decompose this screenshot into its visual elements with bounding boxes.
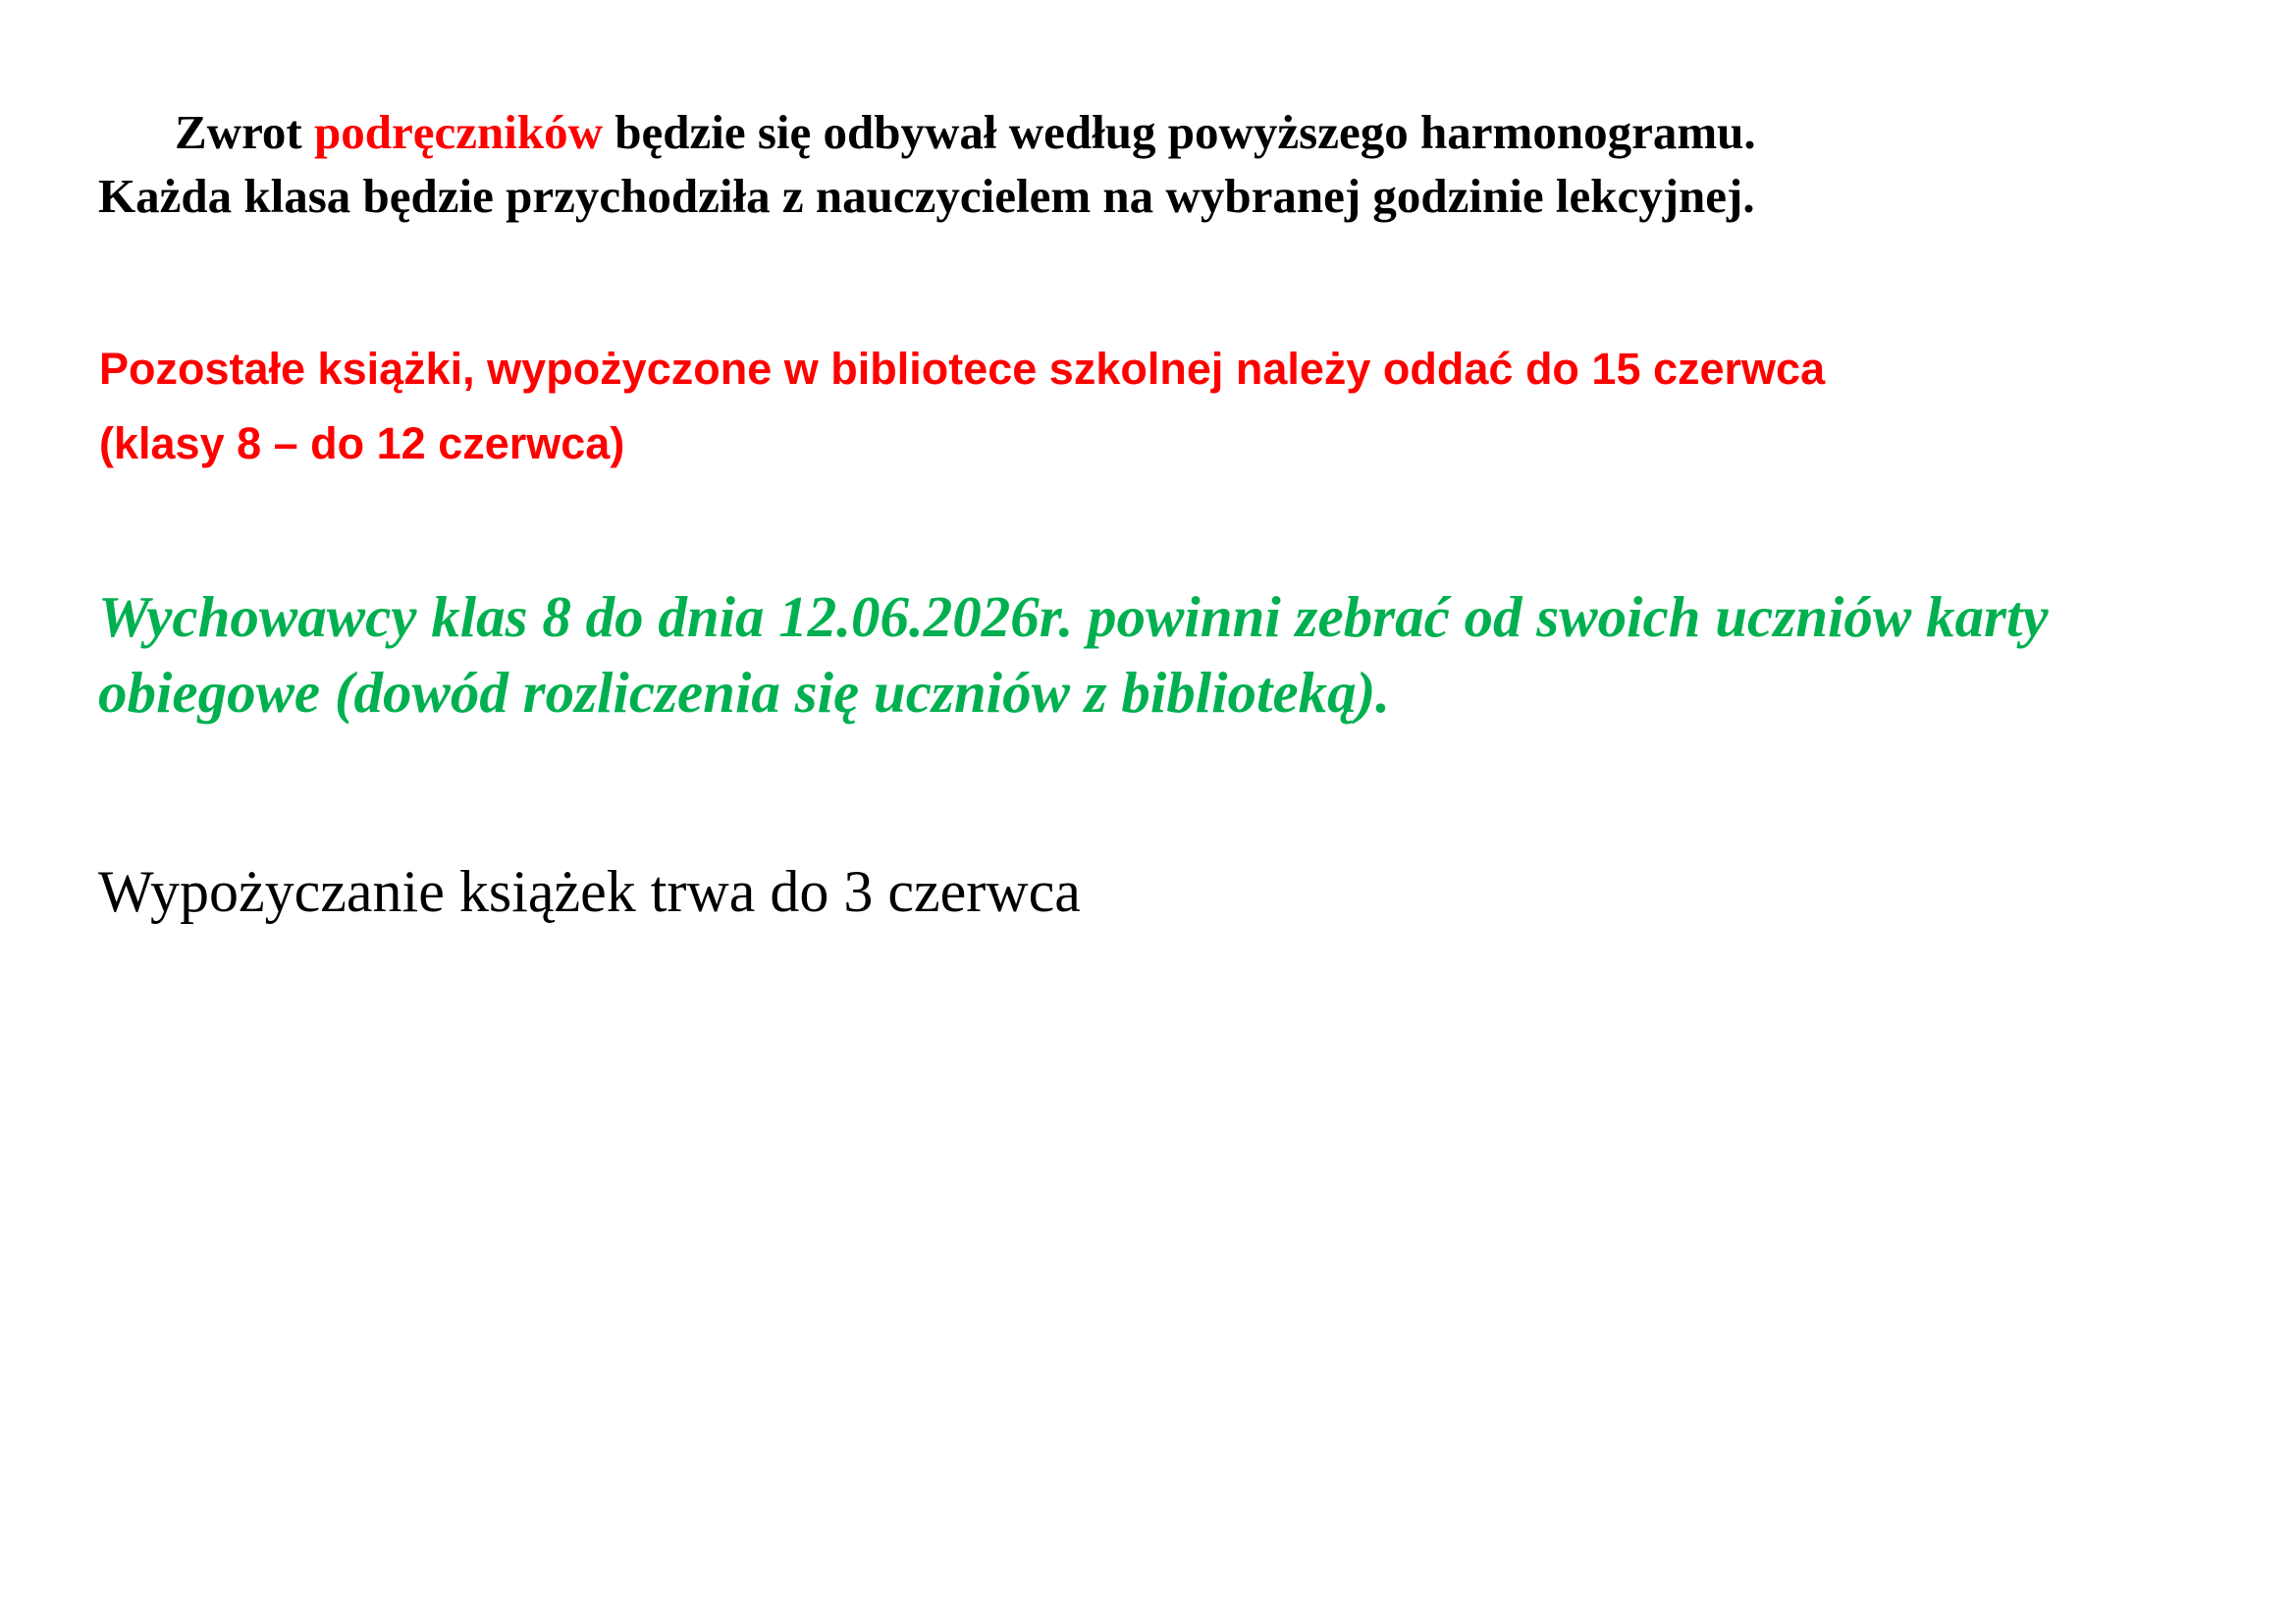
textbook-highlight: podręczników xyxy=(314,105,603,159)
class-teachers-line-1: Wychowawcy klas 8 do dnia 12.06.2026r. powinni zebrać od swoich uczniów karty xyxy=(98,584,2049,649)
library-books-deadline-notice xyxy=(99,332,2210,481)
textbook-return-line-2: Każda klasa będzie przychodziła z nauczycielem na wybranej godzinie lekcyjnej. xyxy=(98,169,1755,223)
textbook-return-text-after: będzie się odbywał według powyższego harmonogramu. xyxy=(603,105,1756,159)
class-teachers-line-2: obiegowe (dowód rozliczenia się uczniów z biblioteką). xyxy=(98,660,1391,725)
textbook-return-text-before: Zwrot xyxy=(175,105,314,159)
borrowing-period-notice: Wypożyczanie książek trwa do 3 czerwca xyxy=(98,859,1081,924)
class-teachers-notice xyxy=(98,579,2258,731)
library-books-deadline-line-2: (klasy 8 – do 12 czerwca) xyxy=(99,418,625,468)
textbook-return-notice xyxy=(98,100,2160,228)
library-books-deadline-line-1: Pozostałe książki, wypożyczone w bibliotece szkolnej należy oddać do 15 czerwca xyxy=(99,344,1826,394)
textbook-return-line-1 xyxy=(98,100,2160,164)
